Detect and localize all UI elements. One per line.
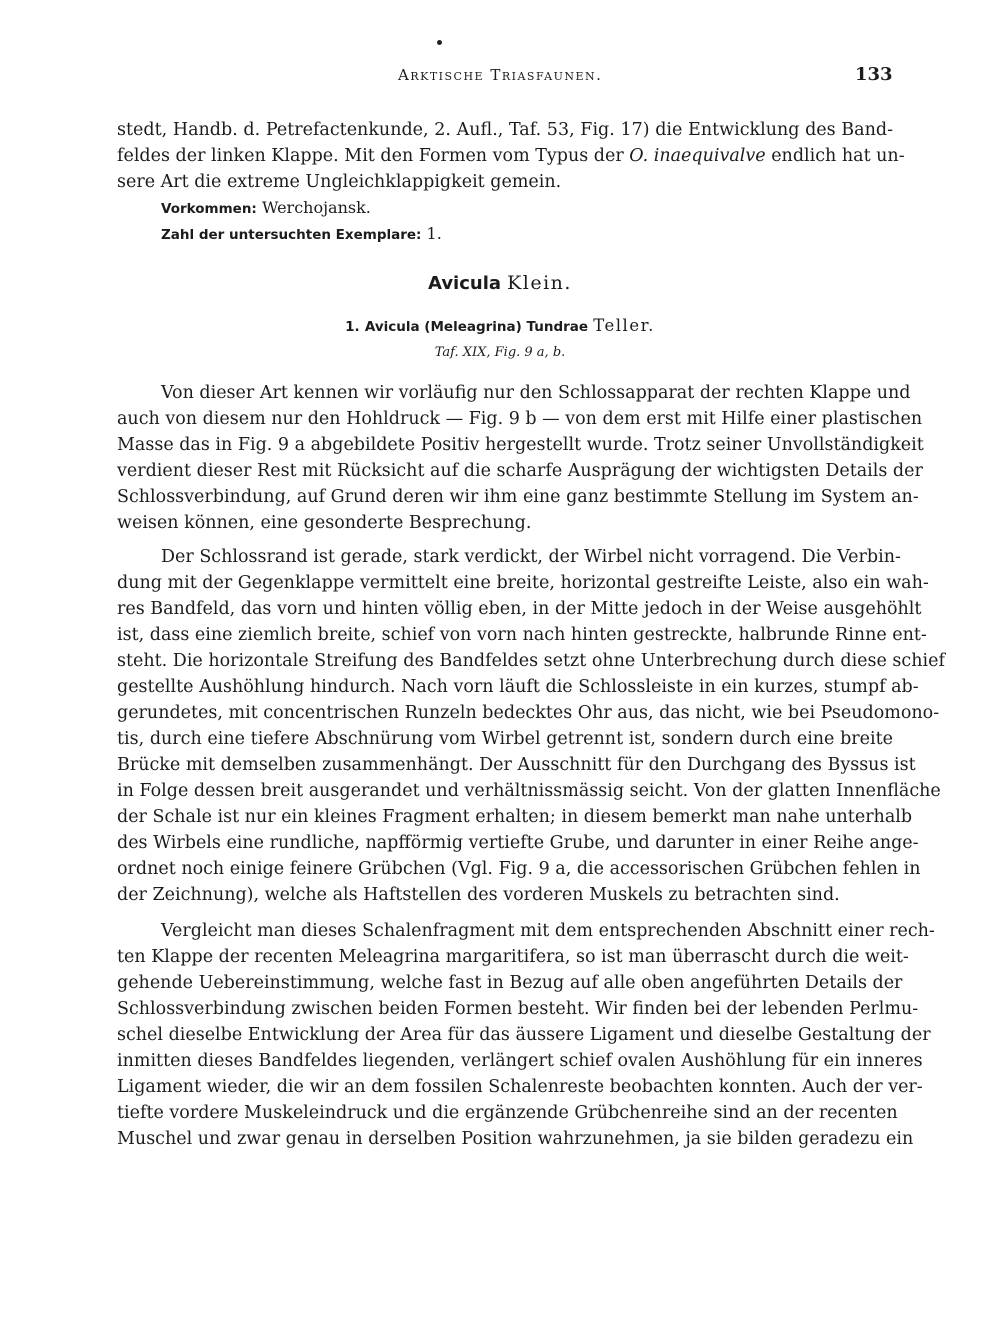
text-line: Brücke mit demselben zusammenhängt. Der Ausschnitt für den Durchgang des Byssus ist bbox=[117, 755, 916, 775]
running-head: Arktische Triasfaunen. bbox=[398, 66, 603, 84]
text-line: dung mit der Gegenklappe vermittelt eine breite, horizontal gestreifte Leiste, also ein wah- bbox=[117, 573, 929, 593]
text-line: gerundetes, mit concentrischen Runzeln bedecktes Ohr aus, das nicht, wie bei Pseudomono- bbox=[117, 703, 940, 723]
genus-author: Klein. bbox=[507, 272, 572, 294]
specimens-label: Zahl der untersuchten Exemplare: bbox=[161, 227, 422, 243]
text-line: der Zeichnung), welche als Haftstellen des vorderen Muskels zu betrachten sind. bbox=[117, 885, 840, 905]
text-line: Vergleicht man dieses Schalenfragment mit dem entsprechenden Abschnitt einer rech- bbox=[161, 921, 935, 941]
text-line: gestellte Aushöhlung hindurch. Nach vorn läuft die Schlossleiste in ein kurzes, stumpf ab- bbox=[117, 677, 919, 697]
text-line: weisen können, eine gesonderte Besprechung. bbox=[117, 513, 532, 533]
text-line: res Bandfeld, das vorn und hinten völlig eben, in der Mitte jedoch in der Weise ausgehöhlt bbox=[117, 599, 922, 619]
text-line: sere Art die extreme Ungleichklappigkeit gemein. bbox=[117, 172, 562, 192]
specimens-line bbox=[161, 222, 442, 247]
plate-reference: Taf. XIX, Fig. 9 a, b. bbox=[434, 345, 566, 360]
text-line: steht. Die horizontale Streifung des Bandfeldes setzt ohne Unterbrechung durch diese schief bbox=[117, 651, 945, 671]
specimens-value: 1. bbox=[426, 224, 442, 243]
text-line: tiefte vordere Muskeleindruck und die ergänzende Grübchenreihe sind an der recenten bbox=[117, 1103, 898, 1123]
text-line: der Schale ist nur ein kleines Fragment erhalten; in diesem bemerkt man nahe unterhalb bbox=[117, 807, 913, 827]
occurrence-label: Vorkommen: bbox=[161, 201, 257, 217]
text-line: Ligament wieder, die wir an dem fossilen Schalenreste beobachten konnten. Auch der ver- bbox=[117, 1077, 923, 1097]
text-line: gehende Uebereinstimmung, welche fast in Bezug auf alle oben angeführten Details der bbox=[117, 973, 903, 993]
text-line: feldes der linken Klappe. Mit den Formen vom Typus der O. inaequivalve endlich hat un- bbox=[117, 146, 905, 166]
species-author: Teller. bbox=[593, 316, 655, 335]
species-number: 1. bbox=[345, 319, 360, 335]
species-heading bbox=[0, 316, 1000, 335]
text-line: Schlossverbindung zwischen beiden Formen besteht. Wir finden bei der lebenden Perlmu- bbox=[117, 999, 919, 1019]
page-number: 133 bbox=[855, 64, 893, 85]
species-name: Avicula (Meleagrina) Tundrae bbox=[364, 319, 589, 335]
text-line: inmitten dieses Bandfeldes liegenden, verlängert schief ovalen Aushöhlung für ein inneres bbox=[117, 1051, 923, 1071]
text-line: stedt, Handb. d. Petrefactenkunde, 2. Aufl., Taf. 53, Fig. 17) die Entwicklung des Band- bbox=[117, 120, 893, 140]
text-line: Von dieser Art kennen wir vorläufig nur den Schlossapparat der rechten Klappe und bbox=[161, 383, 911, 403]
genus-name: Avicula bbox=[428, 273, 502, 294]
text-line: Muschel und zwar genau in derselben Position wahrzunehmen, ja sie bilden geradezu ein bbox=[117, 1129, 914, 1149]
occurrence-value: Werchojansk. bbox=[261, 198, 371, 217]
text-line: auch von diesem nur den Hohldruck — Fig. 9 b — von dem erst mit Hilfe einer plastischen bbox=[117, 409, 923, 429]
text-line: Masse das in Fig. 9 a abgebildete Positiv hergestellt wurde. Trotz seiner Unvollständigkeit bbox=[117, 435, 924, 455]
text-line: tis, durch eine tiefere Abschnürung vom Wirbel getrennt ist, sondern durch eine breite bbox=[117, 729, 893, 749]
occurrence-line bbox=[161, 196, 371, 221]
text-line: ist, dass eine ziemlich breite, schief von vorn nach hinten gestreckte, halbrunde Rinne ent- bbox=[117, 625, 927, 645]
text-line: Schlossverbindung, auf Grund deren wir ihm eine ganz bestimmte Stellung im System an- bbox=[117, 487, 919, 507]
genus-heading bbox=[0, 272, 1000, 294]
text-line: Der Schlossrand ist gerade, stark verdickt, der Wirbel nicht vorragend. Die Verbin- bbox=[161, 547, 901, 567]
text-line: verdient dieser Rest mit Rücksicht auf die scharfe Ausprägung der wichtigsten Details der bbox=[117, 461, 923, 481]
text-line: in Folge dessen breit ausgerandet und verhältnissmässig seicht. Von der glatten Innenfläche bbox=[117, 781, 941, 801]
text-line: ten Klappe der recenten Meleagrina margaritifera, so ist man überrascht durch die weit- bbox=[117, 947, 909, 967]
text-line: schel dieselbe Entwicklung der Area für das äussere Ligament und dieselbe Gestaltung der bbox=[117, 1025, 931, 1045]
taxon-name: O. inaequivalve bbox=[629, 146, 766, 166]
text-line: ordnet noch einige feinere Grübchen (Vgl. Fig. 9 a, die accessorischen Grübchen fehlen in bbox=[117, 859, 921, 879]
text-line: des Wirbels eine rundliche, napfförmig vertiefte Grube, und darunter in einer Reihe ange- bbox=[117, 833, 919, 853]
print-mark bbox=[437, 40, 442, 45]
